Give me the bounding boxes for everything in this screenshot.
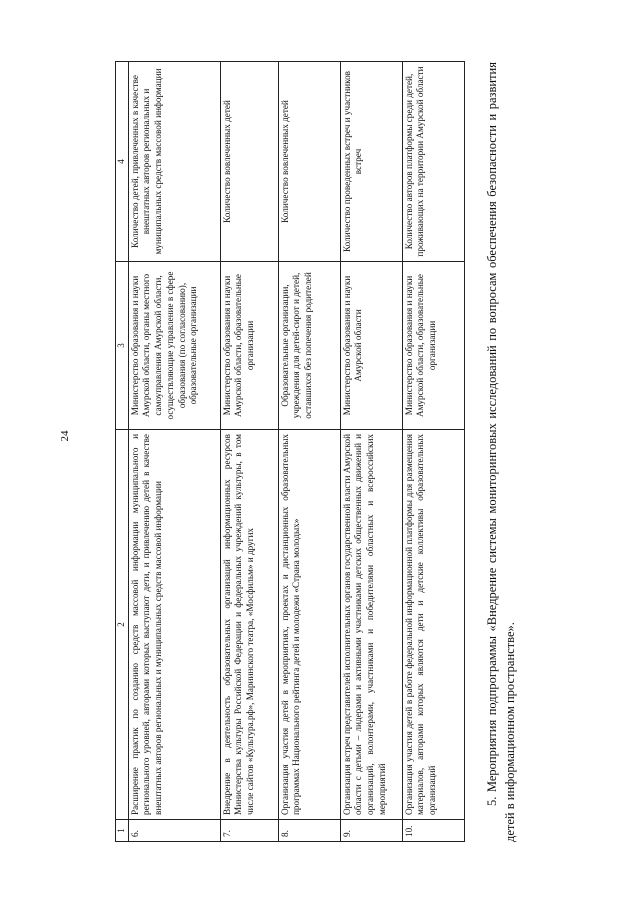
indicator-cell: Количество детей, привлеченных в качестве внештатных авторов региональных и муниципальных средств массовой информации [128, 62, 220, 262]
row-number: 9. [340, 820, 402, 842]
executor-cell: Министерство образования и науки Амурской области, образовательные организации [220, 262, 278, 430]
indicator-cell: Количество авторов платформы среди детей, проживающих на территории Амурской области [402, 62, 464, 262]
activity-cell: Расширение практик по созданию средств массовой информации муниципального и регионального уровней, авторами которых выступают дети, и привлечению детей в качестве внештатных авторов региональных и муниципальных средств массовой информации [128, 430, 220, 820]
header-cell: 2 [116, 430, 129, 820]
row-number: 8. [278, 820, 340, 842]
activity-cell: Организация участия детей в мероприятиях, проектах и дистанционных образовательных программах Национального рейтинга детей и молодежи «Страна молодых» [278, 430, 340, 820]
table-row [278, 62, 340, 842]
executor-cell: Образовательные организации, учреждения для детей-сирот и детей, оставшихся без попечения родителей [278, 262, 340, 430]
row-number: 7. [220, 820, 278, 842]
table-header-row [116, 62, 129, 842]
executor-cell: Министерство образования и науки Амурской области, образовательные организации [402, 262, 464, 430]
header-cell: 1 [116, 820, 129, 842]
measures-table [115, 61, 465, 842]
executor-cell: Министерство образования и науки Амурской области, органы местного самоуправления Амурской области, осуществляющие управление в сфере образования (по согласованию), образовательные организации [128, 262, 220, 430]
indicator-cell: Количество проведенных встреч и участников встреч [340, 62, 402, 262]
activity-cell: Организация участия детей в работе федеральной информационной платформы для размещения материалов, авторами которых являются дети и детские коллективы образовательных организаций [402, 430, 464, 820]
row-number: 10. [402, 820, 464, 842]
executor-cell: Министерство образования и науки Амурской области [340, 262, 402, 430]
table-row [128, 62, 220, 842]
header-cell: 4 [116, 62, 129, 262]
section-heading-paragraph: 5. Мероприятия подпрограммы «Внедрение системы мониторинговых исследований по вопросам обеспечения безопасности и развития детей в информационном пространстве». [484, 62, 517, 842]
table-row [220, 62, 278, 842]
activity-cell: Организация встреч представителей исполнительных органов государственной власти Амурской области с детьми – лидерами и активными участниками детских общественных движений и организаций, волонтерами, участниками и победителями областных и всероссийских мероприятий [340, 430, 402, 820]
table-row [340, 62, 402, 842]
row-number: 6. [128, 820, 220, 842]
table-row [402, 62, 464, 842]
landscape-page [115, 62, 525, 842]
activity-cell: Внедрение в деятельность образовательных организаций информационных ресурсов Министерства культуры Российской Федерации и федеральных учреждений культуры, в том числе сайтов «Культура.рф», Мариинского театра, «Мосфильм» и других [220, 430, 278, 820]
indicator-cell: Количество вовлеченных детей [278, 62, 340, 262]
page-number: 24 [59, 430, 71, 442]
indicator-cell: Количество вовлеченных детей [220, 62, 278, 262]
header-cell: 3 [116, 262, 129, 430]
